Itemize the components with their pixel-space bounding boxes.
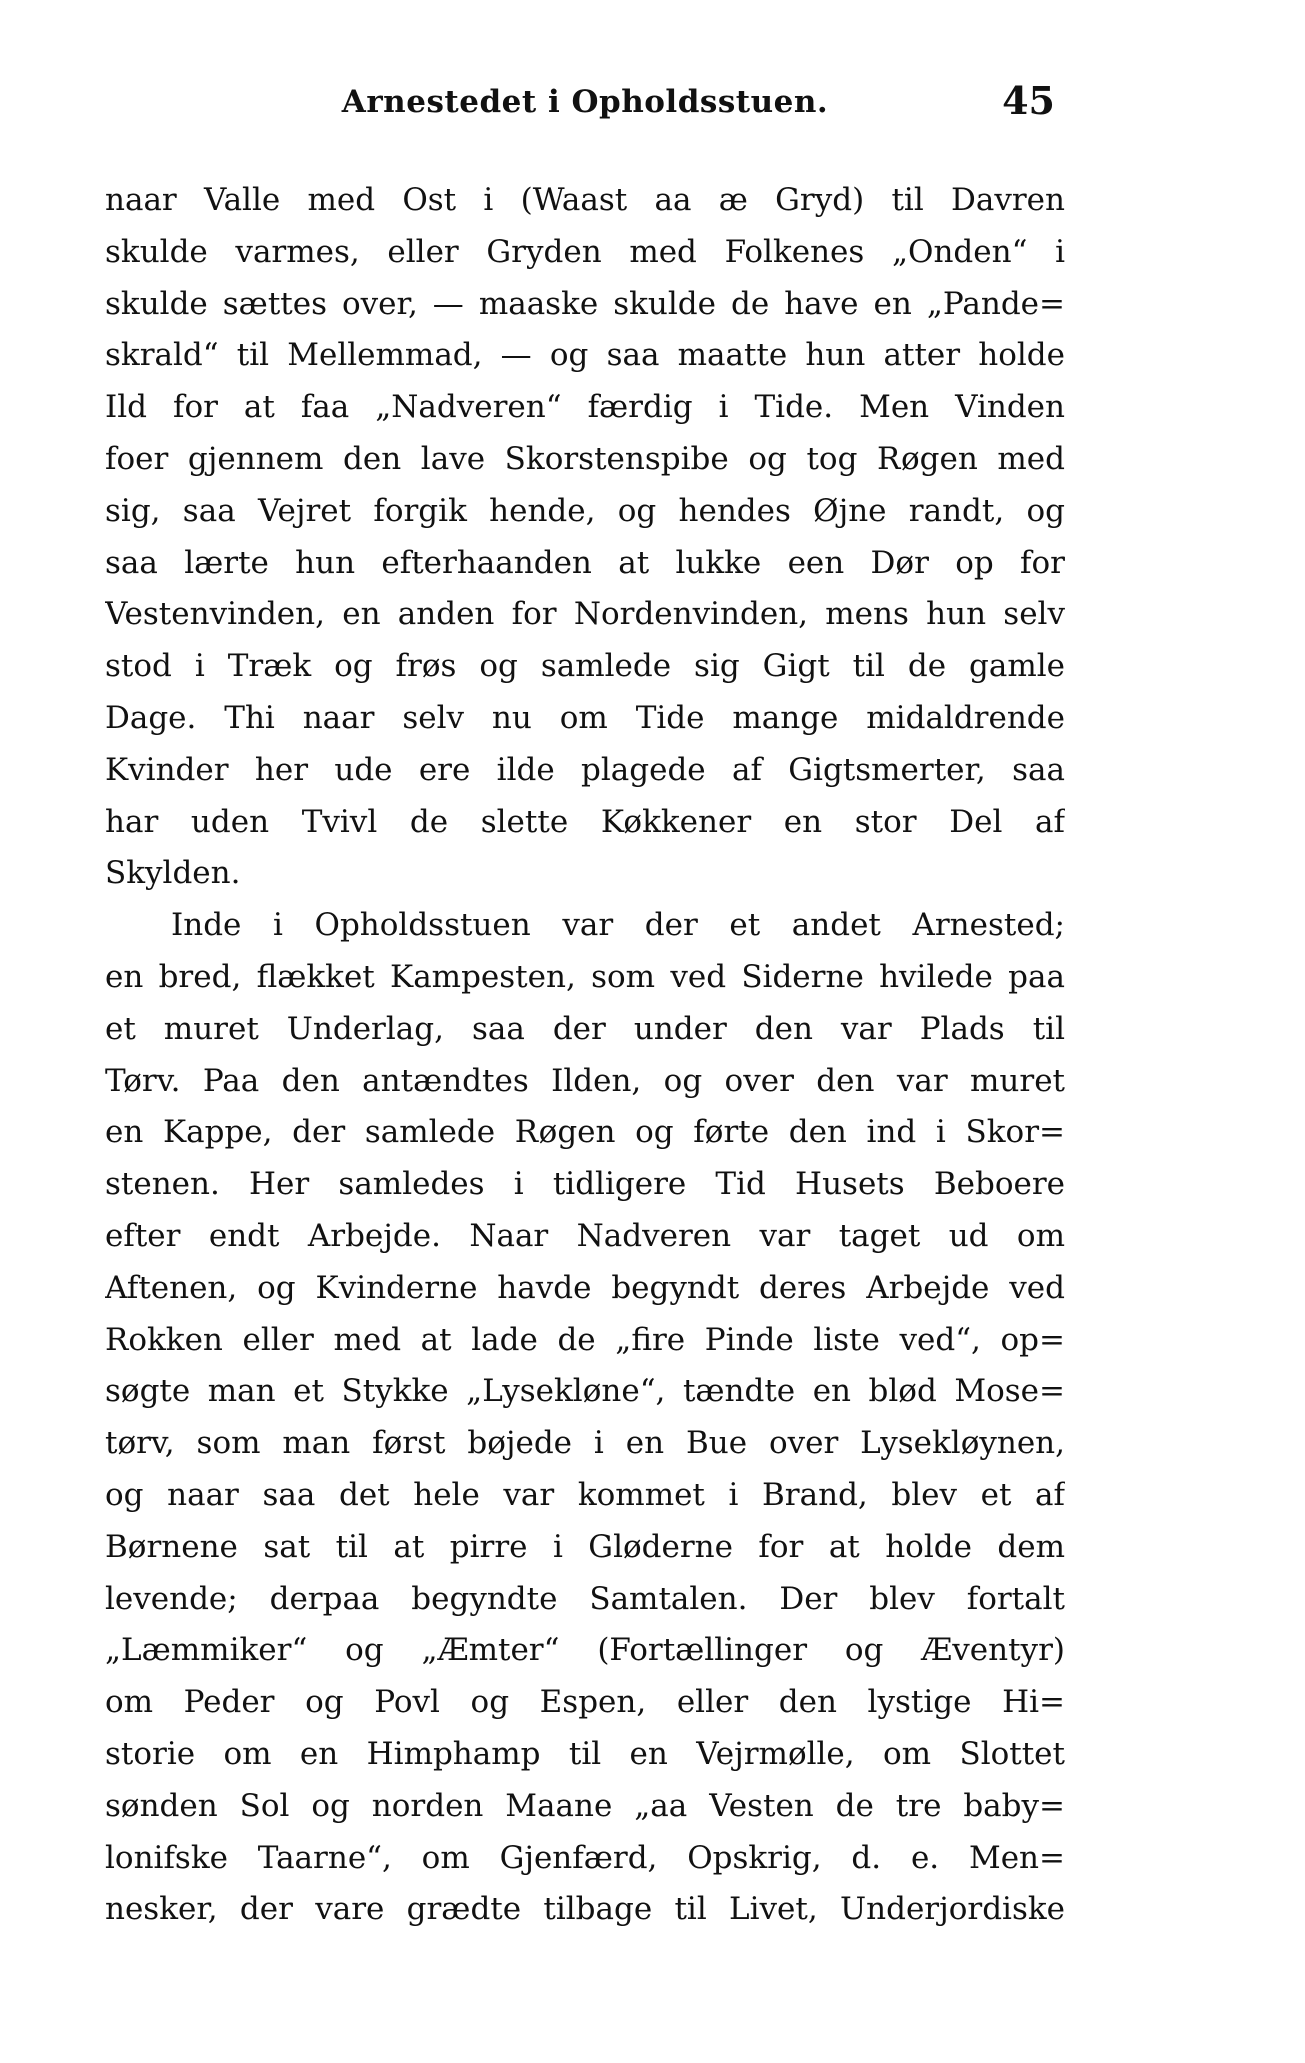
text-line: Rokken eller med at lade de „fire Pinde liste ved“, op=: [105, 1321, 1065, 1358]
text-line: Tørv. Paa den antændtes Ilden, og over den var muret: [105, 1062, 1065, 1099]
running-title: Arnestedet i Opholdsstuen.: [341, 84, 829, 120]
text-line: Vestenvinden, en anden for Nordenvinden, mens hun selv: [105, 596, 1065, 633]
text-line: levende; derpaa begyndte Samtalen. Der blev fortalt: [105, 1580, 1065, 1617]
text-line: nesker, der vare grædte tilbage til Livet, Underjordiske: [105, 1891, 1065, 1928]
text-line: stod i Træk og frøs og samlede sig Gigt til de gamle: [105, 648, 1065, 685]
text-line: sønden Sol og norden Maane „aa Vesten de tre baby=: [105, 1787, 1065, 1824]
text-line: Børnene sat til at pirre i Gløderne for at holde dem: [105, 1528, 1065, 1565]
text-line: Ild for at faa „Nadveren“ færdig i Tide. Men Vinden: [105, 389, 1065, 426]
paragraph-1: [105, 175, 1065, 900]
text-line: en bred, flækket Kampesten, som ved Siderne hvilede paa: [105, 958, 1065, 995]
text-line: sig, saa Vejret forgik hende, og hendes Øjne randt, og: [105, 492, 1065, 529]
paragraph-2: [105, 900, 1065, 1936]
text-line: har uden Tvivl de slette Køkkener en stor Del af: [105, 803, 1065, 840]
text-line: om Peder og Povl og Espen, eller den lystige Hi=: [105, 1684, 1065, 1721]
text-line: skulde sættes over, — maaske skulde de have en „Pande=: [105, 285, 1065, 322]
text-line: en Kappe, der samlede Røgen og førte den ind i Skor=: [105, 1114, 1065, 1151]
text-line: „Læmmiker“ og „Æmter“ (Fortællinger og Æventyr): [105, 1632, 1065, 1669]
text-line: og naar saa det hele var kommet i Brand, blev et af: [105, 1476, 1065, 1513]
text-line: et muret Underlag, saa der under den var Plads til: [105, 1010, 1065, 1047]
text-line: Kvinder her ude ere ilde plagede af Gigtsmerter, saa: [105, 751, 1065, 788]
text-line: Dage. Thi naar selv nu om Tide mange midaldrende: [105, 699, 1065, 736]
text-line: stenen. Her samledes i tidligere Tid Husets Beboere: [105, 1166, 1065, 1203]
text-line: lonifske Taarne“, om Gjenfærd, Opskrig, d. e. Men=: [105, 1839, 1065, 1876]
text-line: Inde i Opholdsstuen var der et andet Arnested;: [171, 907, 1065, 944]
text-line: foer gjennem den lave Skorstenspibe og tog Røgen med: [105, 440, 1065, 477]
text-line: efter endt Arbejde. Naar Nadveren var taget ud om: [105, 1217, 1065, 1254]
page-body: [105, 175, 1065, 1936]
text-line: søgte man et Stykke „Lysekløne“, tændte en blød Mose=: [105, 1373, 1065, 1410]
text-line: Skylden.: [105, 855, 241, 892]
text-line: Aftenen, og Kvinderne havde begyndt deres Arbejde ved: [105, 1269, 1065, 1306]
page-header: [105, 78, 1065, 128]
text-line: storie om en Himphamp til en Vejrmølle, om Slottet: [105, 1735, 1065, 1772]
page-number: 45: [1002, 78, 1055, 123]
text-line: saa lærte hun efterhaanden at lukke een Dør op for: [105, 544, 1065, 581]
text-line: tørv, som man først bøjede i en Bue over Lysekløynen,: [105, 1425, 1065, 1462]
text-line: skulde varmes, eller Gryden med Folkenes „Onden“ i: [105, 233, 1065, 270]
text-line: skrald“ til Mellemmad, — og saa maatte hun atter holde: [105, 337, 1065, 374]
text-line: naar Valle med Ost i (Waast aa æ Gryd) til Davren: [105, 182, 1065, 218]
